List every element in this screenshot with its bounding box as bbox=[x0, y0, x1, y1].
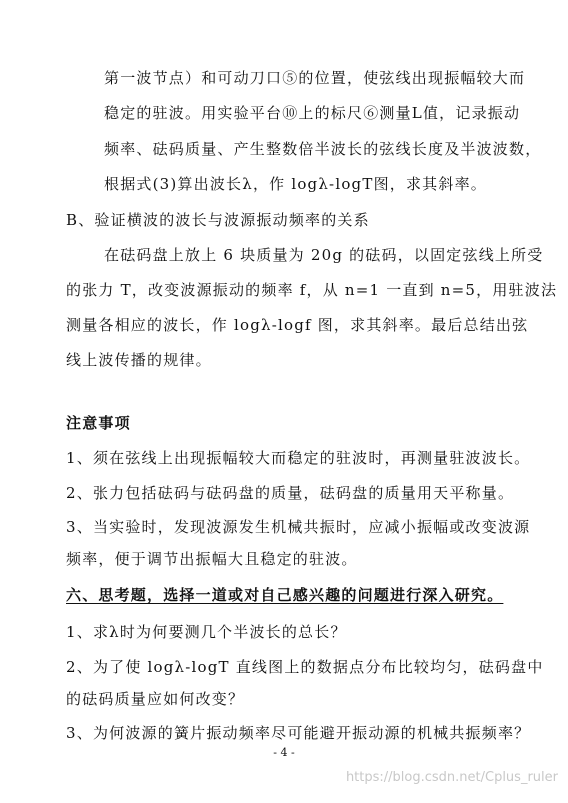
list-item: 1、求λ时为何要测几个半波长的总长？ bbox=[66, 623, 347, 641]
page-number: - 4 - bbox=[273, 746, 295, 759]
list-item: 2、张力包括砝码与砝码盘的质量，砝码盘的质量用天平称量。 bbox=[66, 484, 515, 502]
thinking-questions-heading: 六、思考题，选择一道或对自己感兴趣的问题进行深入研究。 bbox=[66, 586, 504, 604]
list-item: 1、须在弦线上出现振幅较大而稳定的驻波时，再测量驻波波长。 bbox=[66, 449, 531, 467]
text-line: 第一波节点）和可动刀口⑤的位置，使弦线出现振幅较大而 bbox=[104, 69, 526, 87]
notes-heading: 注意事项 bbox=[66, 414, 131, 432]
text-line: 线上波传播的规律。 bbox=[66, 351, 212, 369]
text-line: 频率，便于调节出振幅大且稳定的驻波。 bbox=[66, 550, 358, 568]
list-item: 3、为何波源的簧片振动频率尽可能避开振动源的机械共振频率？ bbox=[66, 724, 531, 742]
text-line: 频率、砝码质量、产生整数倍半波长的弦线长度及半波波数， bbox=[104, 140, 542, 158]
text-line: 在砝码盘上放上 6 块质量为 20g 的砝码，以固定弦线上所受 bbox=[104, 246, 544, 264]
text-line: 稳定的驻波。用实验平台⑩上的标尺⑥测量L值，记录振动 bbox=[104, 104, 521, 122]
text-line: 根据式(3)算出波长λ，作 logλ-logT图，求其斜率。 bbox=[104, 175, 487, 193]
list-item: 3、当实验时，发现波源发生机械共振时，应减小振幅或改变波源 bbox=[66, 518, 531, 536]
section-heading-b: B、验证横波的波长与波源振动频率的关系 bbox=[66, 211, 370, 229]
list-item: 2、为了使 logλ-logT 直线图上的数据点分布比较均匀，砝码盘中 bbox=[66, 658, 544, 676]
text-line: 的砝码质量应如何改变？ bbox=[66, 690, 245, 708]
text-line: 的张力 T，改变波源振动的频率 f，从 n=1 一直到 n=5，用驻波法 bbox=[66, 281, 558, 299]
text-line: 测量各相应的波长，作 logλ-logf 图，求其斜率。最后总结出弦 bbox=[66, 316, 529, 334]
watermark: https://blog.csdn.net/Cplus_ruler bbox=[345, 770, 558, 785]
